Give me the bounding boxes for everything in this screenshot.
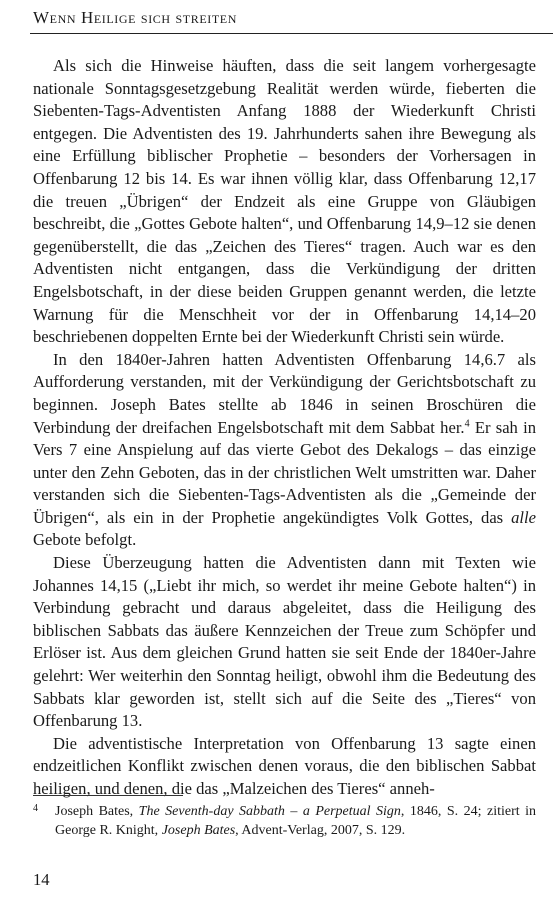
paragraph-3: Diese Überzeugung hatten die Adventisten dann mit Texten wie Johannes 14,15 („Liebt ihr mich, so werdet ihr meine Gebote halten“) in Verbindung gebracht und daraus abgeleitet, dass die Heiligung des biblischen Sabbats das äußere Kennzeichen der Treue zum Schöpfer und Erlöser ist. Aus dem gleichen Grund hatten sie seit Ende der 1840er-Jahre gelehrt: Wer weiterhin den Sonntag heiligt, obwohl ihm die Bedeutung des Sabbats klar geworden ist, stellt sich auf die Seite des „Tieres“ von Offenbarung 13. — [33, 553, 536, 731]
footnote-rule — [33, 795, 183, 796]
footnote-text — [33, 802, 536, 840]
footnote-title-1: The Seventh-day Sabbath – a Perpetual Sign — [138, 804, 401, 819]
footnote-reference[interactable]: 4 — [464, 417, 470, 429]
footnote-part-3: , Advent-Verlag, 2007, S. 129. — [235, 823, 406, 838]
paragraph-2-part-3: Gebote befolgt. — [33, 530, 137, 550]
footnote — [33, 802, 536, 840]
footnote-title-2: Joseph Bates — [161, 823, 236, 838]
page-number: 14 — [33, 870, 50, 889]
paragraph-4: Die adventistische Interpretation von Offenbarung 13 sagte einen endzeitlichen Konflikt zwischen denen voraus, die den biblischen Sabbat heiligen, und denen, die das „Malzeichen des Tieres“ anneh- — [33, 733, 536, 798]
paragraph-2 — [33, 349, 536, 552]
running-header: Wenn Heilige sich streiten — [33, 8, 237, 27]
footnote-part-2: , 1846, S. 24; zitiert in George R. Knight, — [55, 804, 537, 838]
footnote-number: 4 — [33, 803, 38, 814]
header-rule — [30, 33, 553, 34]
paragraph-1: Als sich die Hinweise häuften, dass die seit langem vorhergesagte nationale Sonntagsgesetzgebung Realität werden würde, fieberten die Siebenten-Tags-Adventisten Anfang 1888 der Wiederkunft Christi entgegen. Die Adventisten des 19. Jahrhunderts sahen ihre Bewegung als eine Erfüllung biblischer Prophetie – besonders der Vorhersagen in Offenbarung 12 bis 14. Es war ihnen völlig klar, dass Offenbarung 12,17 die treuen „Übrigen“ der Endzeit als eine Gruppe von Gläubigen beschreibt, die „Gottes Gebote halten“, und Offenbarung 14,9–12 sie denen gegenüberstellt, die das „Zeichen des Tieres“ tragen. Auch war es den Adventisten nicht entgangen, dass die Verkündigung der dritten Engelsbotschaft, in der diese beiden Gruppen genannt werden, die letzte Warnung für die Menschheit vor der in Offenbarung 14,14–20 beschriebenen doppelten Ernte bei der Wiederkunft Christi sein würde. — [33, 56, 536, 347]
paragraph-2-part-2: Er sah in Vers 7 eine Anspielung auf das vierte Gebot des Dekalogs – das einzige unter den Zehn Geboten, das in der christlichen Welt umstritten war. Daher verstanden sich die Siebenten-Tags-Adventisten als die „Gemeinde der Übrigen“, als ein in der Prophetie angekündigtes Volk Gottes, das — [33, 417, 537, 527]
body-text — [33, 55, 536, 801]
footnote-part-1: Joseph Bates, — [55, 804, 139, 819]
emphasis-word: alle — [511, 507, 536, 527]
paragraph-2-part-1: In den 1840er-Jahren hatten Adventisten Offenbarung 14,6.7 als Aufforderung verstanden, mit der Verkündigung der Gerichtsbotschaft zu beginnen. Joseph Bates stellte ab 1846 in seinen Broschüren die Verbindung der dreifachen Engelsbotschaft mit dem Sabbat her. — [33, 349, 536, 437]
